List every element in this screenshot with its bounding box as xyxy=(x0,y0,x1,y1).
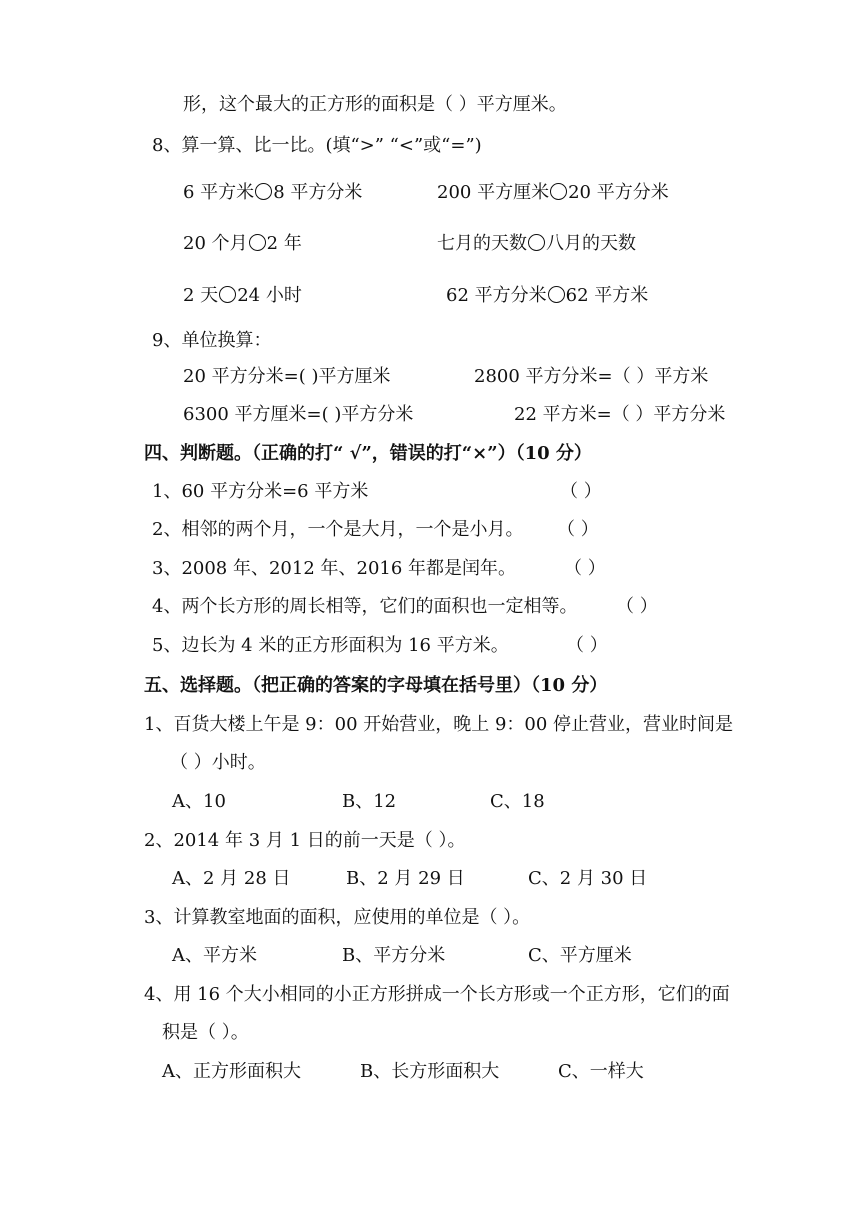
choice-q3-text: 3、计算教室地面的面积，应使用的单位是（ ）。 xyxy=(144,907,531,928)
choice-q2-text: 2、2014 年 3 月 1 日的前一天是（ ）。 xyxy=(144,830,466,851)
compare-circle[interactable] xyxy=(255,183,272,200)
q8-row1-right xyxy=(437,181,669,205)
compare-circle[interactable] xyxy=(219,286,236,303)
compare-circle[interactable] xyxy=(550,183,567,200)
q8-row3-right-b: 62 平方米 xyxy=(565,285,649,306)
q8-row1-left-b: 8 平方分米 xyxy=(273,182,363,203)
compare-circle[interactable] xyxy=(249,234,266,251)
section4-heading: 四、判断题。（正确的打“ √”，错误的打“×”）（10 分） xyxy=(144,443,592,464)
q8-row2-left-b: 2 年 xyxy=(266,233,302,254)
judge-item-1: 1、60 平方分米=6 平方米 xyxy=(152,481,369,502)
q8-row1-right-b: 20 平方分米 xyxy=(568,182,669,203)
q8-title: 8、算一算、比一比。(填“>” “<”或“=”) xyxy=(152,135,482,156)
q8-row1-left xyxy=(183,181,362,205)
q9-row1-left: 20 平方分米=( )平方厘米 xyxy=(183,366,391,387)
choice-q4-option-a: A、正方形面积大 xyxy=(162,1061,301,1082)
choice-q1-line2: （ ）小时。 xyxy=(170,752,266,773)
choice-q2-option-c: C、2 月 30 日 xyxy=(528,868,648,889)
judge-item-5: 5、边长为 4 米的正方形面积为 16 平方米。 xyxy=(152,635,509,656)
choice-q2-option-b: B、2 月 29 日 xyxy=(346,868,465,889)
q9-title: 9、单位换算： xyxy=(152,330,272,351)
q8-row2-right xyxy=(437,232,636,256)
choice-q3-option-c: C、平方厘米 xyxy=(528,945,632,966)
q7-tail: 形，这个最大的正方形的面积是（ ）平方厘米。 xyxy=(183,94,567,115)
q8-row3-right xyxy=(446,284,648,308)
choice-q1-line1: 1、百货大楼上午是 9：00 开始营业，晚上 9：00 停止营业，营业时间是 xyxy=(144,714,734,735)
judge-paren-1[interactable]: （ ） xyxy=(560,481,602,502)
q9-row1-right: 2800 平方分米=（ ）平方米 xyxy=(474,366,709,387)
choice-q4-line1: 4、用 16 个大小相同的小正方形拼成一个长方形或一个正方形，它们的面 xyxy=(144,984,730,1005)
choice-q4-option-c: C、一样大 xyxy=(558,1061,644,1082)
q8-row3-right-a: 62 平方分米 xyxy=(446,285,547,306)
choice-q1-option-c: C、18 xyxy=(490,791,545,812)
judge-item-2: 2、相邻的两个月，一个是大月，一个是小月。 xyxy=(152,519,524,540)
judge-paren-5[interactable]: （ ） xyxy=(566,635,608,656)
judge-paren-3[interactable]: （ ） xyxy=(564,558,606,579)
judge-item-3: 3、2008 年、2012 年、2016 年都是闰年。 xyxy=(152,558,517,579)
judge-item-4: 4、两个长方形的周长相等，它们的面积也一定相等。 xyxy=(152,596,578,617)
q8-row3-left-b: 24 小时 xyxy=(237,285,302,306)
q9-row2-left: 6300 平方厘米=( )平方分米 xyxy=(183,404,414,425)
q8-row2-right-b: 八月的天数 xyxy=(546,233,636,254)
choice-q1-option-a: A、10 xyxy=(172,791,226,812)
q8-row2-left xyxy=(183,232,302,256)
compare-circle[interactable] xyxy=(528,234,545,251)
choice-q4-option-b: B、长方形面积大 xyxy=(360,1061,500,1082)
choice-q4-line2: 积是（ ）。 xyxy=(162,1022,249,1043)
q9-row2-right: 22 平方米=（ ）平方分米 xyxy=(514,404,726,425)
choice-q1-option-b: B、12 xyxy=(342,791,397,812)
q8-row3-left xyxy=(183,284,302,308)
q8-row1-left-a: 6 平方米 xyxy=(183,182,255,203)
judge-paren-4[interactable]: （ ） xyxy=(616,596,658,617)
q8-row3-left-a: 2 天 xyxy=(183,285,219,306)
judge-paren-2[interactable]: （ ） xyxy=(557,519,599,540)
q8-row1-right-a: 200 平方厘米 xyxy=(437,182,550,203)
choice-q2-option-a: A、2 月 28 日 xyxy=(172,868,291,889)
q8-row2-left-a: 20 个月 xyxy=(183,233,248,254)
compare-circle[interactable] xyxy=(548,286,565,303)
q8-row2-right-a: 七月的天数 xyxy=(437,233,527,254)
choice-q3-option-a: A、平方米 xyxy=(172,945,257,966)
choice-q3-option-b: B、平方分米 xyxy=(342,945,446,966)
section5-heading: 五、选择题。（把正确的答案的字母填在括号里）（10 分） xyxy=(144,675,608,696)
